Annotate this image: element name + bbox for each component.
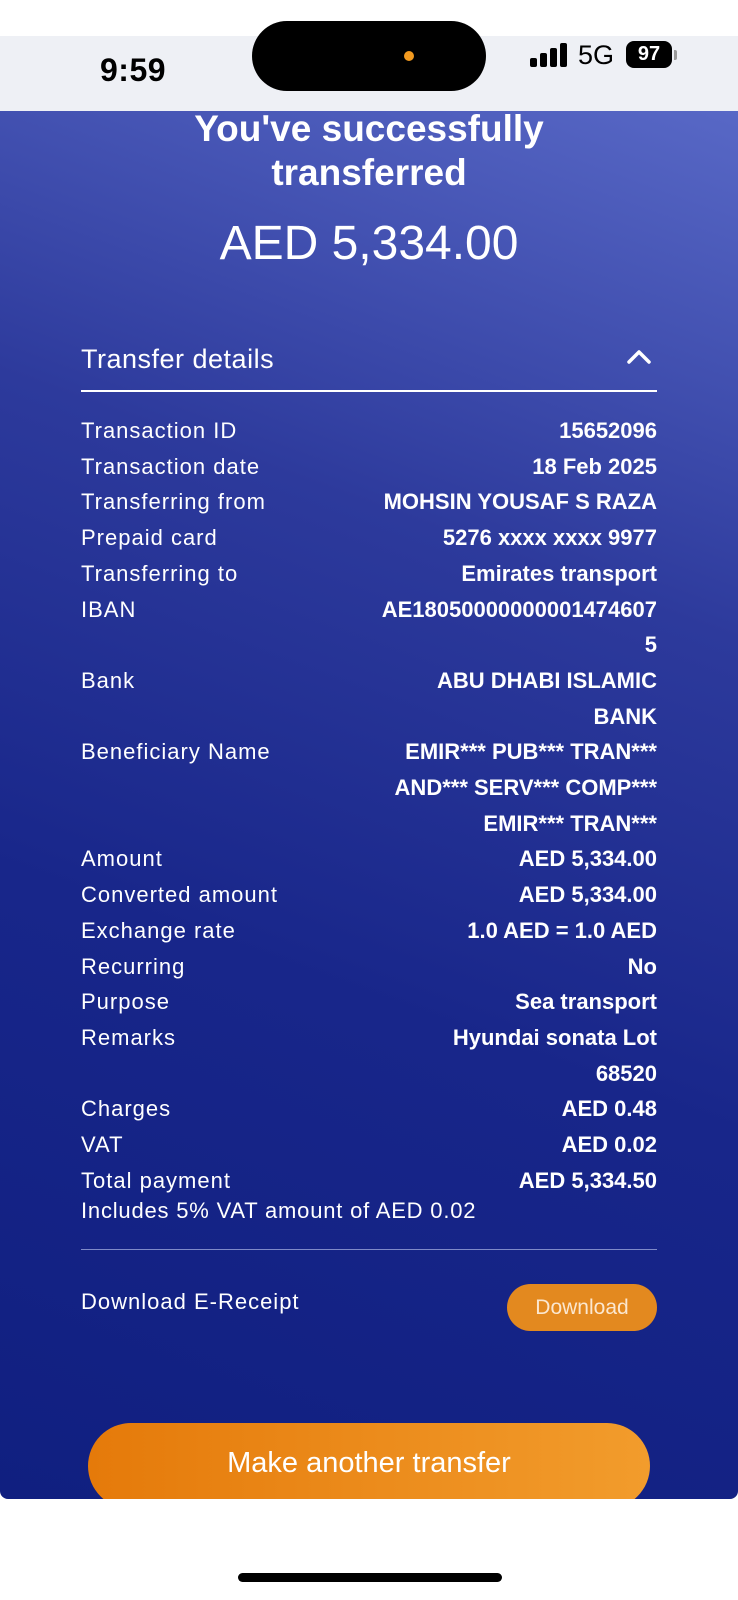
- chevron-up-icon[interactable]: [625, 346, 653, 366]
- detail-row-transaction-date: [81, 449, 657, 485]
- detail-row-total-payment: [81, 1163, 657, 1199]
- transfer-details-list: [81, 413, 657, 1226]
- detail-value: Emirates transport: [461, 560, 657, 586]
- detail-label: Recurring: [81, 953, 186, 979]
- transfer-details-title: Transfer details: [81, 344, 275, 374]
- detail-value: AED 0.02: [561, 1132, 657, 1158]
- make-another-transfer-label: Make another transfer: [227, 1446, 511, 1479]
- detail-value: 18 Feb 2025: [532, 453, 657, 479]
- detail-label: Beneficiary Name: [81, 739, 271, 765]
- detail-label: Transferring to: [81, 560, 239, 586]
- detail-row-iban: [81, 592, 657, 663]
- success-title-line1: You've successfully: [194, 111, 544, 149]
- success-title-line2: transferred: [271, 152, 467, 193]
- download-button[interactable]: Download: [507, 1284, 657, 1331]
- detail-row-transferring-from: [81, 484, 657, 520]
- vat-note: Includes 5% VAT amount of AED 0.02: [81, 1198, 477, 1224]
- divider: [81, 1249, 657, 1250]
- detail-row-purpose: [81, 984, 657, 1020]
- detail-value: 15652096: [559, 418, 657, 443]
- detail-value: AED 5,334.00: [518, 846, 657, 872]
- transfer-details-toggle[interactable]: [81, 334, 657, 392]
- detail-label: Total payment: [81, 1167, 231, 1193]
- battery-icon: [626, 41, 672, 68]
- detail-row-prepaid-card: [81, 520, 657, 556]
- detail-value: AED 5,334.00: [518, 882, 657, 908]
- detail-label: Amount: [81, 846, 163, 872]
- detail-row-recurring: [81, 949, 657, 985]
- detail-row-remarks: [81, 1020, 657, 1091]
- detail-value: 1.0 AED = 1.0 AED: [467, 917, 657, 943]
- detail-value: 5276 xxxx xxxx 9977: [442, 525, 657, 551]
- detail-value: EMIR*** PUB*** TRAN*** AND*** SERV*** COMP*** EMIR*** TRAN***: [394, 739, 657, 836]
- detail-label: Transferring from: [81, 489, 266, 515]
- status-time: 9:59: [100, 52, 167, 88]
- detail-row-transferring-to: [81, 556, 657, 592]
- signal-strength-icon: [530, 43, 568, 67]
- detail-label: Charges: [81, 1096, 172, 1122]
- detail-value: No: [627, 953, 657, 979]
- download-receipt-label: Download E-Receipt: [81, 1289, 300, 1314]
- detail-value: AE180500000000014746075: [381, 596, 657, 658]
- transfer-success-panel: [0, 111, 738, 1499]
- detail-label: Bank: [81, 667, 136, 693]
- detail-label: IBAN: [81, 596, 137, 622]
- detail-value: ABU DHABI ISLAMIC BANK: [437, 667, 657, 729]
- detail-label: VAT: [81, 1132, 124, 1158]
- recording-indicator-icon: [404, 51, 414, 61]
- transferred-amount: AED 5,334.00: [219, 217, 519, 270]
- detail-value: AED 0.48: [561, 1096, 657, 1122]
- success-title: [0, 111, 738, 195]
- detail-label: Remarks: [81, 1024, 177, 1050]
- detail-row-exchange-rate: [81, 913, 657, 949]
- battery-level: 97: [637, 43, 661, 65]
- make-another-transfer-button[interactable]: [88, 1423, 650, 1499]
- detail-value: AED 5,334.50: [518, 1167, 657, 1193]
- detail-row-converted-amount: [81, 877, 657, 913]
- detail-value: MOHSIN YOUSAF S RAZA: [383, 489, 657, 515]
- detail-row-beneficiary-name: [81, 734, 657, 841]
- detail-value: Sea transport: [515, 989, 657, 1015]
- battery-tip: [674, 50, 677, 60]
- detail-row-transaction-id: [81, 413, 657, 449]
- detail-value: Hyundai sonata Lot 68520: [452, 1024, 657, 1086]
- home-indicator[interactable]: [238, 1573, 502, 1582]
- detail-row-amount: [81, 841, 657, 877]
- detail-label: Transaction ID: [81, 418, 238, 443]
- detail-row-charges: [81, 1091, 657, 1127]
- detail-label: Transaction date: [81, 453, 261, 479]
- detail-label: Purpose: [81, 989, 170, 1015]
- detail-label: Exchange rate: [81, 917, 236, 943]
- dynamic-island: [252, 21, 486, 91]
- detail-label: Prepaid card: [81, 525, 218, 551]
- detail-row-vat: [81, 1127, 657, 1163]
- detail-label: Converted amount: [81, 882, 278, 908]
- network-type: 5G: [578, 40, 615, 70]
- detail-row-bank: [81, 663, 657, 734]
